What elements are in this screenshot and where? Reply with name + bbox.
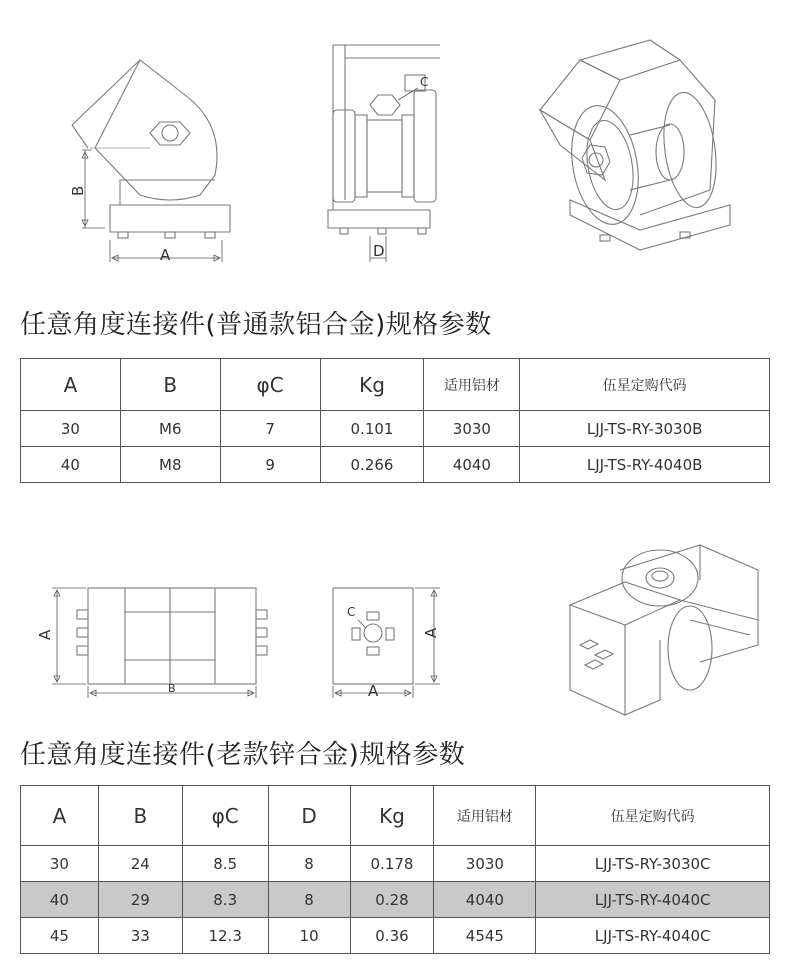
- table-cell: 24: [98, 846, 182, 882]
- dim-label-a: A: [36, 629, 54, 640]
- table-cell: 10: [268, 918, 350, 954]
- table-cell: 30: [21, 846, 99, 882]
- table-cell: 33: [98, 918, 182, 954]
- section1-spec-table: [20, 358, 770, 483]
- section1-drawings: [0, 0, 790, 290]
- table-cell: 7: [220, 411, 320, 447]
- side-view-drawing: [52, 588, 267, 698]
- table-row: [21, 918, 770, 954]
- zinc-connector-drawing: [0, 520, 790, 725]
- header-cell: A: [21, 786, 99, 846]
- table-cell: 0.178: [350, 846, 434, 882]
- table-cell: 0.101: [320, 411, 424, 447]
- table-cell: 8.5: [182, 846, 268, 882]
- dim-label-d: D: [373, 242, 385, 260]
- isometric-view-drawing: [540, 40, 730, 250]
- aluminium-connector-drawing: [0, 0, 790, 290]
- table-cell: 0.36: [350, 918, 434, 954]
- header-cell: D: [268, 786, 350, 846]
- table-cell: 8.3: [182, 882, 268, 918]
- header-cell: 适用铝材: [424, 359, 520, 411]
- table-cell: LJJ-TS-RY-4040B: [520, 447, 770, 483]
- table-row: [21, 411, 770, 447]
- table-cell: 8: [268, 846, 350, 882]
- table-cell: LJJ-TS-RY-4040C: [536, 882, 770, 918]
- header-cell: 适用铝材: [434, 786, 536, 846]
- header-cell: B: [120, 359, 220, 411]
- table-cell: LJJ-TS-RY-4040C: [536, 918, 770, 954]
- table-cell: 8: [268, 882, 350, 918]
- header-cell: 伍星定购代码: [520, 359, 770, 411]
- dim-label-a: A: [160, 246, 171, 264]
- table-cell: 0.266: [320, 447, 424, 483]
- table-row: [21, 447, 770, 483]
- table-cell: 0.28: [350, 882, 434, 918]
- header-cell: A: [21, 359, 121, 411]
- dim-label-c: C: [347, 605, 356, 619]
- header-cell: 伍星定购代码: [536, 786, 770, 846]
- header-cell: B: [98, 786, 182, 846]
- table-cell: 9: [220, 447, 320, 483]
- table-cell: 3030: [424, 411, 520, 447]
- dim-label-b: B: [168, 682, 176, 695]
- table-row-highlighted: [21, 882, 770, 918]
- table-header-row: [21, 359, 770, 411]
- table-cell: 40: [21, 882, 99, 918]
- section2-spec-table: [20, 785, 770, 954]
- table-cell: 29: [98, 882, 182, 918]
- dim-label-b: B: [69, 185, 87, 196]
- table-cell: LJJ-TS-RY-3030B: [520, 411, 770, 447]
- section2-drawings: [0, 520, 790, 725]
- isometric-view-drawing: [570, 545, 758, 715]
- dim-label-c: C: [420, 75, 429, 89]
- header-cell: Kg: [320, 359, 424, 411]
- table-cell: 4040: [434, 882, 536, 918]
- dim-label-a2: A: [422, 627, 440, 638]
- header-cell: φC: [220, 359, 320, 411]
- table-cell: M8: [120, 447, 220, 483]
- table-cell: LJJ-TS-RY-3030C: [536, 846, 770, 882]
- section1-title: 任意角度连接件(普通款铝合金)规格参数: [20, 310, 492, 340]
- table-cell: 40: [21, 447, 121, 483]
- header-cell: φC: [182, 786, 268, 846]
- table-cell: 30: [21, 411, 121, 447]
- table-cell: 3030: [434, 846, 536, 882]
- side-view-drawing: [72, 60, 230, 262]
- table-cell: M6: [120, 411, 220, 447]
- table-cell: 4545: [434, 918, 536, 954]
- table-row: [21, 846, 770, 882]
- table-cell: 12.3: [182, 918, 268, 954]
- table-cell: 4040: [424, 447, 520, 483]
- table-header-row: [21, 786, 770, 846]
- dim-label-a3: A: [368, 682, 379, 700]
- header-cell: Kg: [350, 786, 434, 846]
- table-cell: 45: [21, 918, 99, 954]
- section2-title: 任意角度连接件(老款锌合金)规格参数: [20, 740, 466, 770]
